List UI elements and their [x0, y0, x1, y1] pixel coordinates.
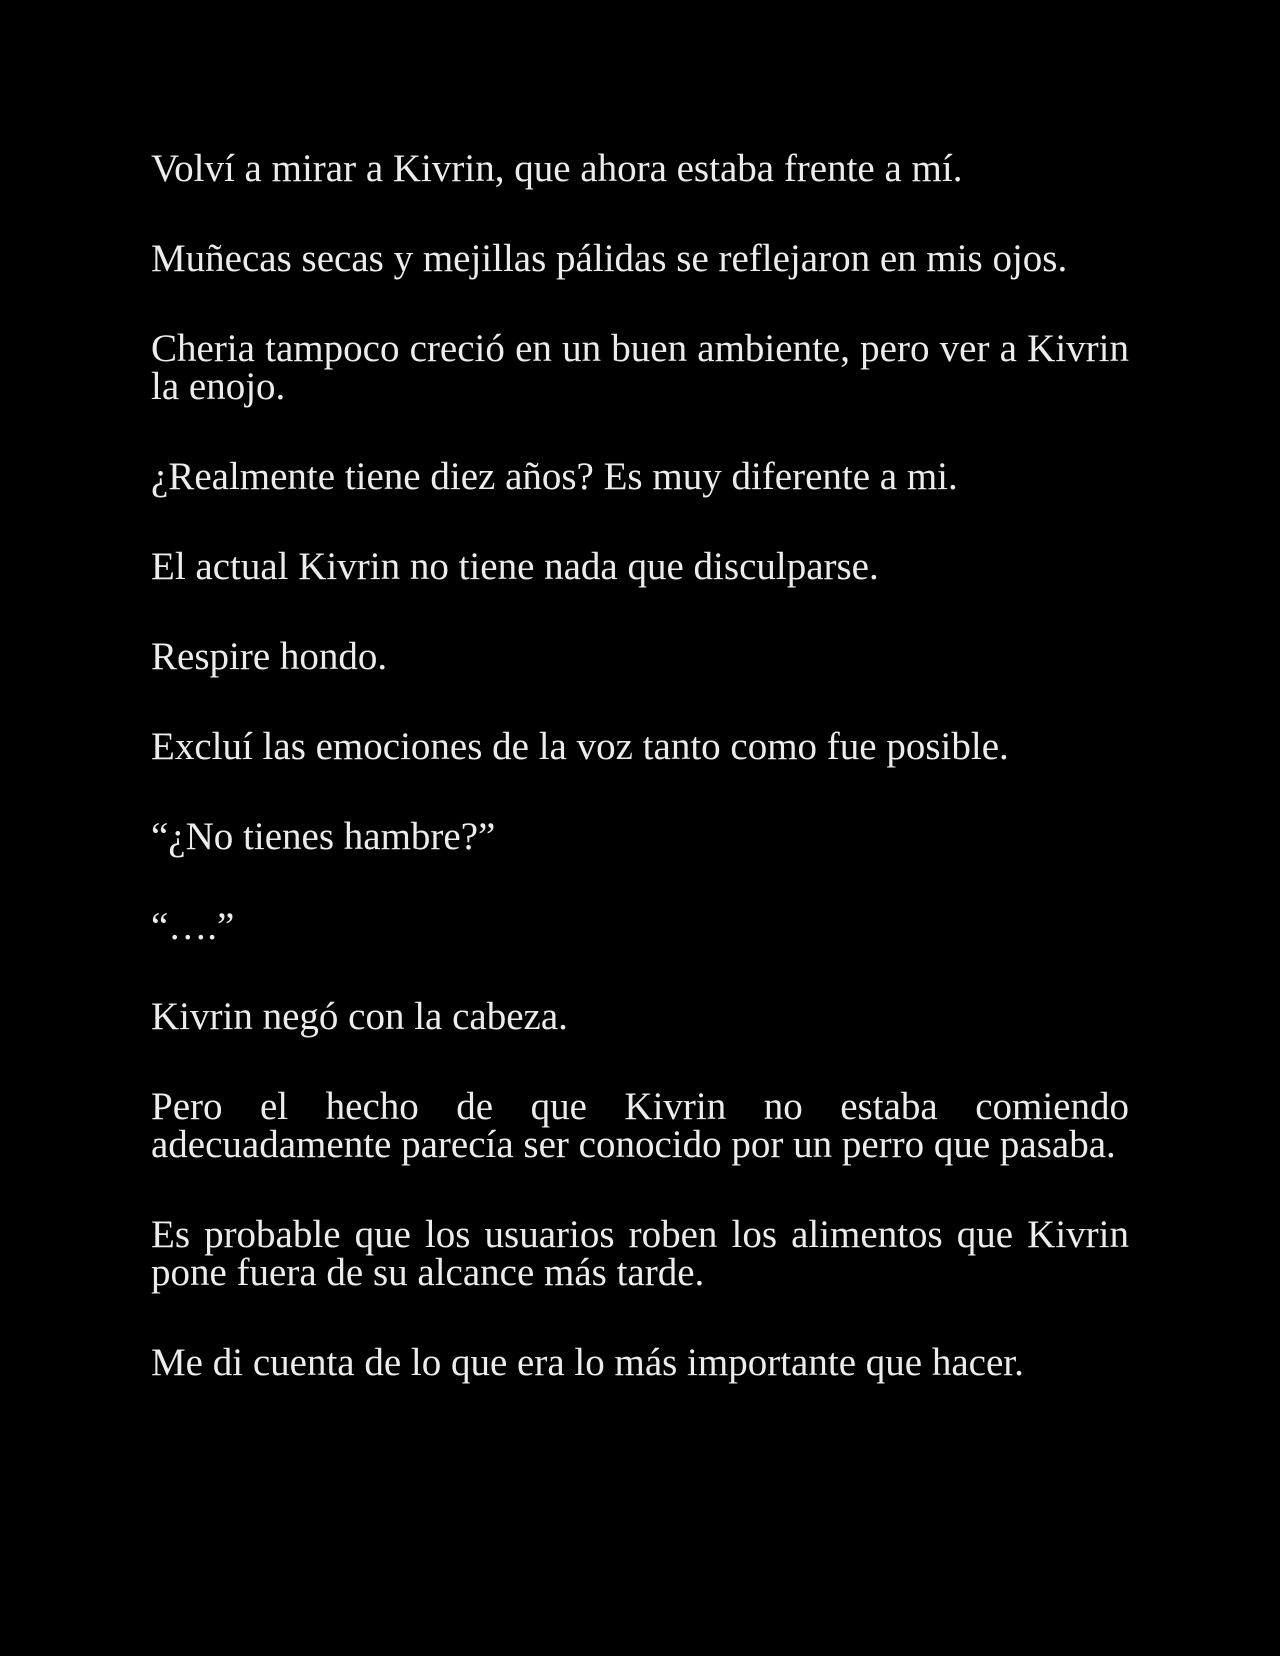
- paragraph: El actual Kivrin no tiene nada que disculparse.: [151, 545, 879, 588]
- paragraph: Respire hondo.: [151, 635, 388, 678]
- paragraph: Muñecas secas y mejillas pálidas se reflejaron en mis ojos.: [151, 237, 1068, 280]
- paragraph: Kivrin negó con la cabeza.: [151, 995, 568, 1038]
- paragraph: Excluí las emociones de la voz tanto como fue posible.: [151, 725, 1009, 768]
- paragraph: Me di cuenta de lo que era lo más importante que hacer.: [151, 1341, 1024, 1384]
- story-text: [151, 147, 1129, 1434]
- dialogue-line: “….”: [151, 905, 235, 948]
- paragraph: Cheria tampoco creció en un buen ambiente, pero ver a Kivrin la enojo.: [151, 327, 1129, 408]
- paragraph: Volví a mirar a Kivrin, que ahora estaba frente a mí.: [151, 147, 963, 190]
- paragraph: Pero el hecho de que Kivrin no estaba comiendo adecuadamente parecía ser conocido por un perro que pasaba.: [151, 1085, 1129, 1166]
- paragraph: Es probable que los usuarios roben los alimentos que Kivrin pone fuera de su alcance más tarde.: [151, 1213, 1129, 1294]
- dialogue-line: “¿No tienes hambre?”: [151, 815, 496, 858]
- paragraph: ¿Realmente tiene diez años? Es muy diferente a mi.: [151, 455, 958, 498]
